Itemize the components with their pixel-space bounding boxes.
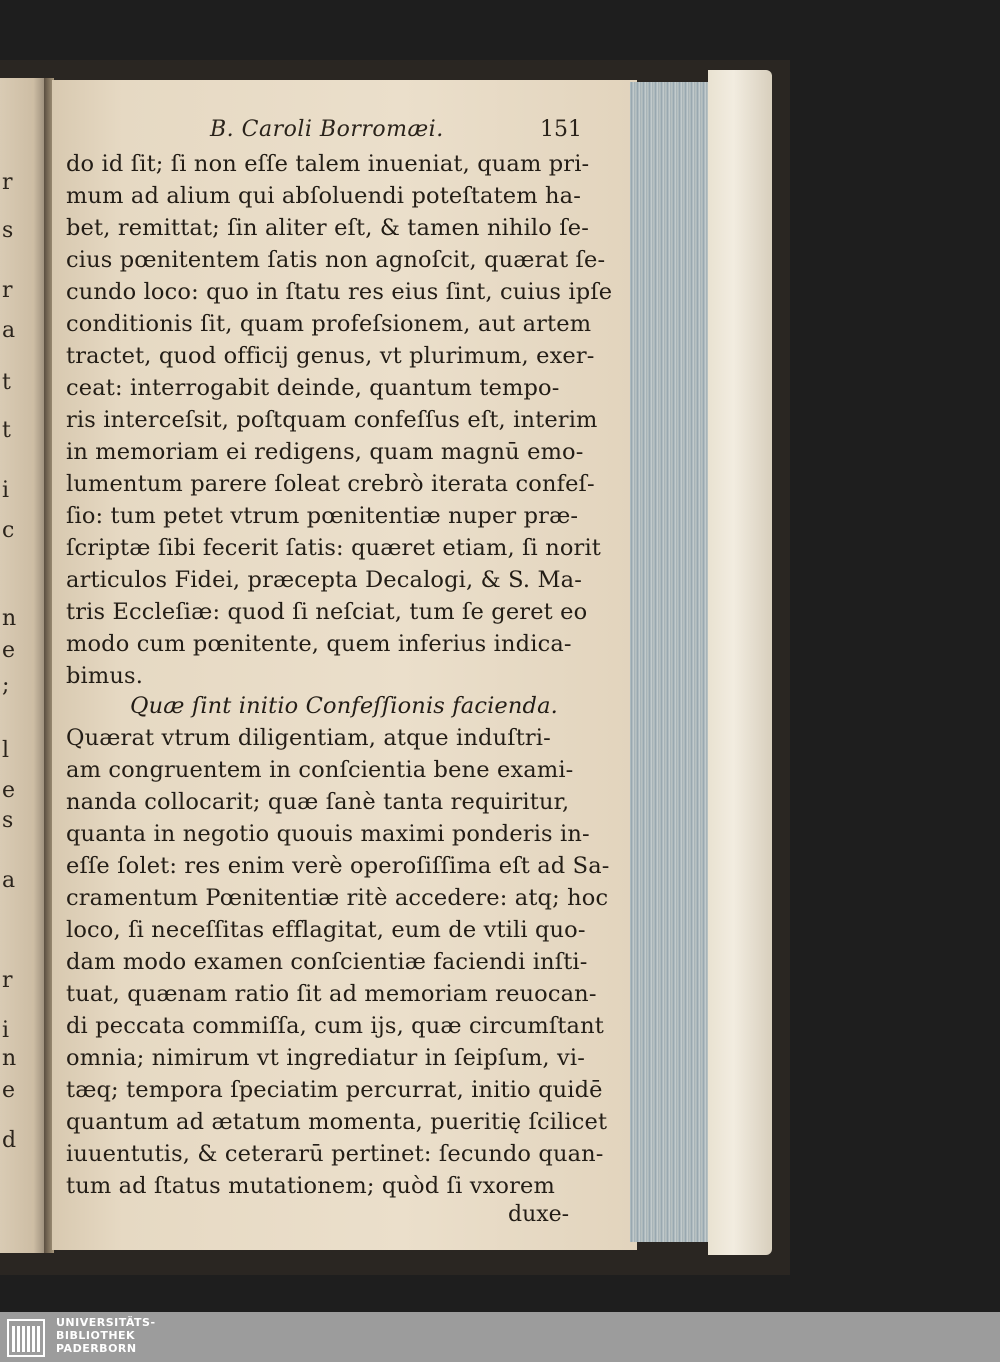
text-line: in memoriam ei redigens, quam magnū emo- xyxy=(66,439,584,465)
left-page-fragment: s xyxy=(2,808,14,833)
text-line: di peccata commiſſa, cum ijs, quæ circumſtant xyxy=(66,1013,604,1039)
text-line: do id ſit; ſi non eſſe talem inueniat, quam pri- xyxy=(66,151,590,177)
left-page-fragment: ; xyxy=(2,673,10,698)
text-line: cius pœnitentem ſatis non agnoſcit, quærat ſe- xyxy=(66,247,606,273)
left-page xyxy=(0,78,48,1253)
text-line: loco, ſi neceſſitas efflagitat, eum de vtili quo- xyxy=(66,917,586,943)
text-line: modo cum pœnitente, quem inferius indica- xyxy=(66,631,572,657)
cover-board xyxy=(708,70,772,1255)
text-line: omnia; nimirum vt ingrediatur in ſeipſum, vi- xyxy=(66,1045,585,1071)
left-page-fragment: e xyxy=(2,778,16,803)
text-line: tuat, quænam ratio ſit ad memoriam reuocan- xyxy=(66,981,597,1007)
library-name-line1: UNIVERSITÄTS- xyxy=(56,1316,156,1329)
text-line: cramentum Pœnitentiæ ritè accedere: atq; hoc xyxy=(66,885,609,911)
text-line: am congruentem in conſcientia bene exami- xyxy=(66,757,574,783)
text-line: quantum ad ætatum momenta, pueritię ſcilicet xyxy=(66,1109,608,1135)
left-page-fragment: r xyxy=(2,170,13,195)
text-line: tum ad ſtatus mutationem; quòd ſi vxorem xyxy=(66,1173,555,1199)
library-name-line2: BIBLIOTHEK xyxy=(56,1329,136,1342)
text-line: Quærat vtrum diligentiam, atque induſtri- xyxy=(66,725,551,751)
text-line: tæq; tempora ſpeciatim percurrat, initio quidē xyxy=(66,1077,603,1103)
text-line: mum ad alium qui abſoluendi poteſtatem ha- xyxy=(66,183,581,209)
left-page-fragment: n xyxy=(2,606,17,631)
text-line: ſio: tum petet vtrum pœnitentiæ nuper præ- xyxy=(66,503,579,529)
left-page-fragment: s xyxy=(2,218,14,243)
left-page-fragment: l xyxy=(2,738,10,763)
page-edges xyxy=(630,82,710,1242)
text-line: eſſe ſolet: res enim verè operoſiſſima eſt ad Sa- xyxy=(66,853,610,879)
text-line: nanda collocarit; quæ ſanè tanta requiritur, xyxy=(66,789,570,815)
left-page-fragment: t xyxy=(2,370,11,395)
left-page-fragment: r xyxy=(2,968,13,993)
left-page-fragment: a xyxy=(2,868,16,893)
left-page-fragment: t xyxy=(2,418,11,443)
text-line: iuuentutis, & ceterarū pertinet: ſecundo quan- xyxy=(66,1141,604,1167)
section-heading: Quæ ſint initio Confeſſionis facienda. xyxy=(130,693,558,719)
text-line: cundo loco: quo in ſtatu res eius ſint, cuius ipſe xyxy=(66,279,613,305)
left-page-fragment: a xyxy=(2,318,16,343)
text-line: quanta in negotio quouis maximi ponderis in- xyxy=(66,821,590,847)
text-line: tractet, quod officij genus, vt plurimum, exer- xyxy=(66,343,595,369)
text-line: bet, remittat; ſin aliter eſt, & tamen nihilo ſe- xyxy=(66,215,589,241)
text-line: dam modo examen conſcientiæ faciendi inſti- xyxy=(66,949,588,975)
catchword: duxe- xyxy=(508,1202,570,1227)
library-name-line3: PADERBORN xyxy=(56,1342,137,1355)
left-page-fragment: e xyxy=(2,638,16,663)
text-line: bimus. xyxy=(66,663,144,689)
text-line: lumentum parere ſoleat crebrò iterata confeſ- xyxy=(66,471,595,497)
text-line: conditionis ſit, quam profeſsionem, aut artem xyxy=(66,311,592,337)
text-line: tris Eccleſiæ: quod ſi neſciat, tum ſe geret eo xyxy=(66,599,588,625)
left-page-fragment: i xyxy=(2,478,10,503)
text-line: ſcriptæ ſibi fecerit ſatis: quæret etiam, ſi norit xyxy=(66,535,601,561)
text-line: ris interceſsit, poſtquam confeſſus eſt, interim xyxy=(66,407,598,433)
page-number: 151 xyxy=(540,117,582,142)
running-head: B. Caroli Borromæi. xyxy=(210,117,444,142)
library-logo-icon xyxy=(6,1318,46,1358)
text-line: articulos Fidei, præcepta Decalogi, & S. Ma- xyxy=(66,567,582,593)
left-page-fragment: d xyxy=(2,1128,17,1153)
left-page-fragment: i xyxy=(2,1018,10,1043)
left-page-fragment: e xyxy=(2,1078,16,1103)
left-page-fragment: r xyxy=(2,278,13,303)
text-line: ceat: interrogabit deinde, quantum tempo- xyxy=(66,375,560,401)
left-page-fragment: n xyxy=(2,1046,17,1071)
left-page-fragment: c xyxy=(2,518,15,543)
